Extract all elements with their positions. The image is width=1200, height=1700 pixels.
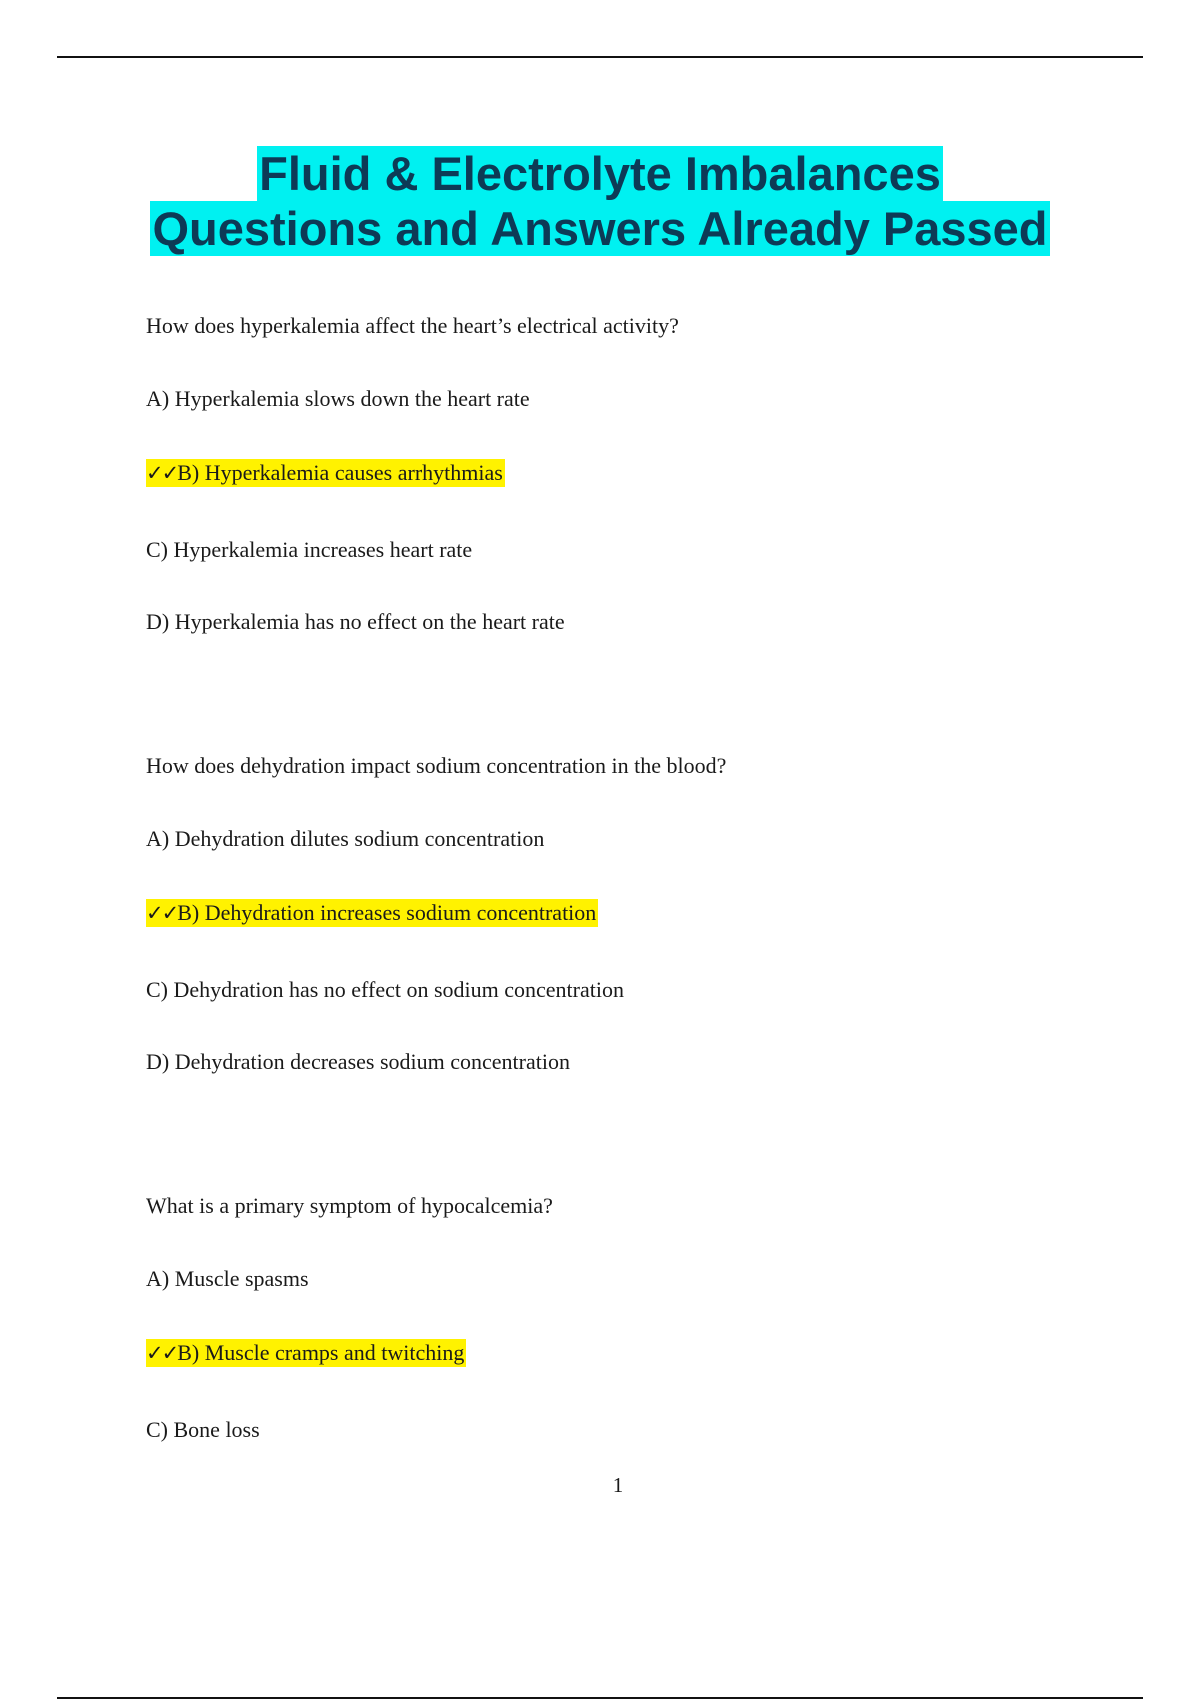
question-2-option-c: C) Dehydration has no effect on sodium concentration [146, 977, 624, 1002]
question-2-option-d: D) Dehydration decreases sodium concentration [146, 1049, 570, 1074]
page-number: 1 [612, 1473, 624, 1497]
question-3-text: What is a primary symptom of hypocalcemia? [146, 1193, 553, 1218]
question-1-option-a: A) Hyperkalemia slows down the heart rate [146, 386, 530, 411]
check-mark-icon: ✓✓ [146, 461, 178, 485]
question-2-option-b: B) Dehydration increases sodium concentration [177, 900, 597, 925]
question-3-option-a: A) Muscle spasms [146, 1266, 309, 1291]
question-1-option-b: B) Hyperkalemia causes arrhythmias [177, 460, 503, 485]
question-1-text: How does hyperkalemia affect the heart’s electrical activity? [146, 313, 679, 338]
title-line-2: Questions and Answers Already Passed [152, 202, 1048, 255]
question-1-option-b-correct [146, 459, 505, 487]
question-3-option-b-correct [146, 1339, 466, 1367]
question-2-option-a: A) Dehydration dilutes sodium concentration [146, 826, 545, 851]
question-2-option-b-correct [146, 899, 598, 927]
footer-rule [57, 1697, 1143, 1699]
question-1-option-c: C) Hyperkalemia increases heart rate [146, 537, 473, 562]
question-1-option-d: D) Hyperkalemia has no effect on the heart rate [146, 609, 565, 634]
question-3-option-c: C) Bone loss [146, 1417, 260, 1442]
title-line-1: Fluid & Electrolyte Imbalances [259, 147, 941, 200]
document-title [0, 146, 1200, 256]
header-rule [57, 56, 1143, 58]
question-3-option-b: B) Muscle cramps and twitching [177, 1340, 465, 1365]
check-mark-icon: ✓✓ [146, 1341, 178, 1365]
question-2-text: How does dehydration impact sodium concentration in the blood? [146, 753, 727, 778]
check-mark-icon: ✓✓ [146, 901, 178, 925]
